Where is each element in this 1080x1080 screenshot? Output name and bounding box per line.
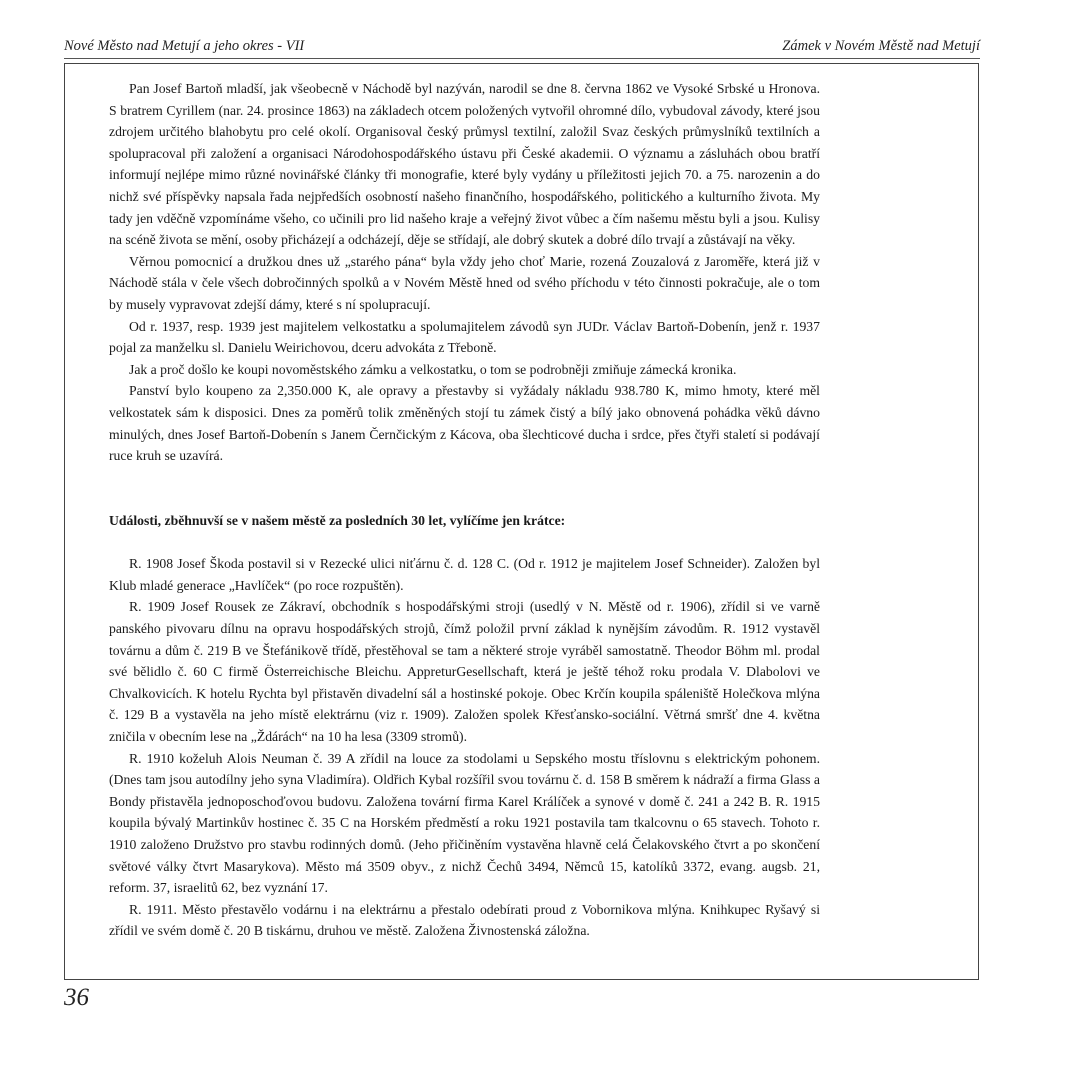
paragraph-year-1911: R. 1911. Město přestavělo vodárnu i na elektrárnu a přestalo odebírati proud z Vobornikova mlýna. Knihkupec Ryšavý si zřídil ve svém domě č. 20 B tiskárnu, druhou ve městě. Založena Živnostenská záložna. — [109, 901, 820, 939]
text-frame — [64, 63, 979, 980]
paragraph-year-1909: R. 1909 Josef Rousek ze Zákraví, obchodník s hospodářskými stroji (usedlý v N. Městě od r. 1906), zřídil si ve varně panského pivovaru dílnu na opravu hospodářských strojů, čímž položil první základ k nynějším závodům. R. 1912 vystavěl továrnu a dům č. 219 B ve Štefánikově třídě, přestěhoval se tam a některé stroje vyráběl samostatně. Theodor Böhm ml. prodal své bělidlo č. 60 C firmě Österreichische Bleichu. AppreturGesellschaft, která je ještě téhož roku prodala V. Dlabolovi ve Chvalkovicích. K hotelu Rychta byl přistavěn divadelní sál a hostinské pokoje. Obec Krčín koupila spáleniště Holečkova mlýna č. 129 B a vystavěla na jeho místě elektrárnu (viz r. 1909). Založen spolek Křesťansko-sociální. Větrná smršť dne 4. května zničila v obecním lese na „Ždárách“ na 10 ha lesa (3309 stromů). — [109, 599, 820, 745]
paragraph-castle-purchase: Jak a proč došlo ke koupi novoměstského zámku a velkostatku, o tom se podrobněji zmiňuje zámecká kronika. — [129, 361, 737, 377]
paragraph-estate-price: Panství bylo koupeno za 2,350.000 K, ale opravy a přestavby si vyžádaly nákladu 938.780 K, mimo hmoty, které měl velkostatek sám k disposici. Dnes za poměrů tolik změněných stojí tu zámek čistý a bílý jako obnovená pohádka věků dávno minulých, dnes Josef Bartoň-Dobenín s Janem Černčickým z Kácova, oba šlechticové ducha i srdce, přes čtyři staletí si podávají ruce kruh se uzavírá. — [109, 383, 820, 464]
spacer — [109, 531, 820, 553]
page-number: 36 — [64, 984, 89, 1011]
header-left-title: Nové Město nad Metují a jeho okres - VII — [64, 38, 305, 54]
paragraph-year-1908: R. 1908 Josef Škoda postavil si v Rezecké ulici niťárnu č. d. 128 C. (Od r. 1912 je majitelem Josef Schneider). Založen byl Klub mladé generace „Havlíček“ (po roce rozpuštěn). — [109, 556, 820, 593]
paragraph-year-1910: R. 1910 koželuh Alois Neuman č. 39 A zřídil na louce za stodolami u Sepského mostu tříslovnu s elektrickým pohonem. (Dnes tam jsou autodílny jeho syna Vladimíra). Oldřich Kybal rozšířil svou továrnu č. d. 158 B směrem k nádraží a firma Glass a Bondy přistavěla jednoposchoďovou budovu. Založena tovární firma Karel Králíček a synové v domě č. 241 a 242 B. R. 1915 koupila bývalý Martinkův hostinec č. 35 C na Horském předměstí a roku 1921 postavila tam tkalcovnu o 65 stavech. Tohoto r. 1910 založeno Družstvo pro stavbu rodinných domů. (Jeho přičiněním vystavěna hlavně celá Čelakovského čtvrt a po skončení světové války čtvrt Masarykova). Město má 3509 obyv., z nichž Čechů 3494, Němců 15, katolíků 3372, evang. augsb. 21, reform. 37, israelitů 62, bez vyznání 17. — [109, 750, 820, 896]
header-rule — [64, 58, 980, 59]
paragraph-barton-biography: Pan Josef Bartoň mladší, jak všeobecně v Náchodě byl nazýván, narodil se dne 8. června 1862 ve Vysoké Srbské u Hronova. S bratrem Cyrillem (nar. 24. prosince 1863) na základech otcem položených vytvořil ohromné dílo, vybudoval závody, které jsou zdrojem určitého blahobytu pro celé okolí. Organisoval český průmysl textilní, založil Svaz českých průmyslníků textilních a spolupracoval při založení a organisaci Národohospodářského ústavu při České akademii. O významu a zásluhách obou bratří informují nejlépe mimo různé novinářské články tři monografie, které byly vydány u příležitosti jejich 70. a 75. narozenin a do nichž své příspěvky napsala řada nejpředších osobností našeho finančního, hospodářského, politického a kulturního života. My tady jen vděčně vzpomínáme všeho, co učinili pro lid našeho kraje a veřejný život vůbec a čím našemu městu byli a jsou. Kulisy na scéně života se mění, osoby přicházejí a odcházejí, děje se střídají, ale dobrý skutek a dobré dílo trvají a zůstávají na věky. — [109, 81, 820, 248]
running-header — [64, 38, 980, 55]
paragraph-marie-zouzalova: Věrnou pomocnicí a družkou dnes už „starého pána“ byla vždy jeho choť Marie, rozená Zouzalová z Jaroměře, která již v Náchodě stála v čele všech dobročinných spolků a v Novém Městě hned od svého příchodu v této činnosti pokračuje, ale o tom by musely vypravovat zdejší dámy, které s ní spolupracují. — [109, 253, 820, 312]
header-right-title: Zámek v Novém Městě nad Metují — [782, 38, 980, 54]
paragraph-owner-since-1937: Od r. 1937, resp. 1939 jest majitelem velkostatku a spolumajitelem závodů syn JUDr. Václav Bartoň-Dobenín, jenž r. 1937 pojal za manželku sl. Danielu Weirichovou, dceru advokáta z Třeboně. — [109, 318, 820, 356]
spacer — [109, 467, 820, 510]
section-subheading: Události, zběhnuvší se v našem městě za posledních 30 let, vylíčíme jen krátce: — [109, 512, 566, 528]
